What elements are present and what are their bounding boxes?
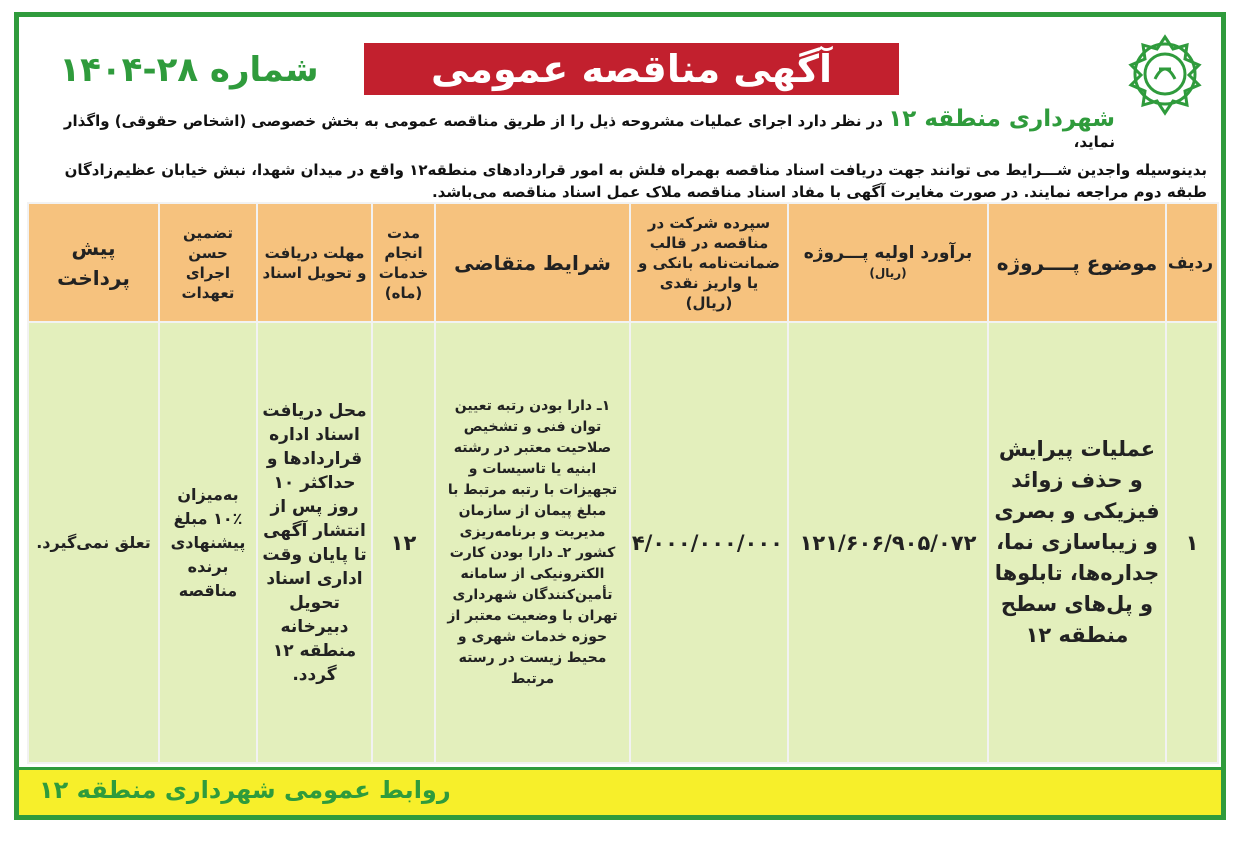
intro-lines (35, 159, 1207, 203)
header-row-number: ردیف (1166, 203, 1218, 322)
intro-first-line (35, 106, 1115, 153)
header-duration: مدت انجام خدمات (ماه) (372, 203, 435, 322)
header-estimate (788, 203, 988, 322)
cell-duration: ۱۲ (372, 322, 435, 763)
header-deposit: سپرده شرکت در مناقصه در قالب ضمانت‌نامه بانکی و یا واریز نقدی (ریال) (630, 203, 788, 322)
tehran-municipality-logo-icon (1115, 29, 1215, 119)
cell-guarantee: به‌میزان ٪۱۰ مبلغ پیشنهادی برنده مناقصه (159, 322, 257, 763)
tender-table (27, 202, 1219, 764)
footer-text: روابط عمومی شهرداری منطقه ۱۲ (39, 776, 451, 804)
header-deadline: مهلت دریافت و تحویل اسناد (257, 203, 372, 322)
ad-number: شماره ۲۸-۱۴۰۴ (59, 50, 319, 90)
header-prepayment: پیش پرداخت (28, 203, 159, 322)
header-estimate-label: برآورد اولیه پـــروژه (803, 242, 973, 263)
intro-text: در نظر دارد اجرای عملیات مشروحه ذیل را از طریق مناقصه عمومی به بخش خصوصی (اشخاص حقوقی) واگذار نماید، (63, 112, 1115, 151)
cell-conditions: ۱ـ دارا بودن رتبه تعیین توان فنی و تشخیص صلاحیت معتبر در رشته ابنیه یا تاسیسات و تجهیزات با رتبه مرتبط با مبلغ پیمان از سازمان مدیریت و برنامه‌ریزی کشور ۲ـ دارا بودن کارت الکترونیکی از سامانه تأمین‌کنندگان شهرداری تهران با وضعیت معتبر از حوزه خدمات شهری و محیط زیست در رسته مرتبط (435, 322, 630, 763)
header-guarantee: تضمین حسن اجرای تعهدات (159, 203, 257, 322)
header-estimate-unit: (ریال) (869, 265, 907, 280)
intro-line-2: بدینوسیله واجدین شـــرایط می توانند جهت دریافت اسناد مناقصه بهمراه فلش به امور قراردادهای منطقه۱۲ واقع در میدان شهدا، نبش خیابان عظیم‌زادگان (64, 161, 1207, 179)
header-subject: موضوع پــــروژه (988, 203, 1166, 322)
table-row (28, 322, 1218, 763)
table-header-row (28, 203, 1218, 322)
ad-header (19, 17, 1221, 207)
cell-prepayment: تعلق نمی‌گیرد. (28, 322, 159, 763)
ad-title: آگهی مناقصه عمومی (364, 43, 899, 95)
org-name: شهرداری منطقه ۱۲ (888, 106, 1115, 132)
intro-line-3: طبقه دوم مراجعه نمایند. در صورت مغایرت آگهی با مفاد اسناد مناقصه ملاک عمل اسناد مناقصه می‌باشد. (431, 183, 1207, 201)
cell-subject: عملیات پیرایش و حذف زوائد فیزیکی و بصری و زیباسازی نما، جداره‌ها، تابلوها و پل‌های سطح منطقه ۱۲ (988, 322, 1166, 763)
cell-deposit: ۴/۰۰۰/۰۰۰/۰۰۰ (630, 322, 788, 763)
cell-deadline: محل دریافت اسناد اداره قراردادها و حداکثر ۱۰ روز پس از انتشار آگهی تا پایان وقت اداری اسناد تحویل دبیرخانه منطقه ۱۲ گردد. (257, 322, 372, 763)
cell-row-number: ۱ (1166, 322, 1218, 763)
ad-frame (14, 12, 1226, 820)
cell-estimate: ۱۲۱/۶۰۶/۹۰۵/۰۷۲ (788, 322, 988, 763)
header-conditions: شرایط متقاضی (435, 203, 630, 322)
ad-footer (19, 767, 1221, 815)
